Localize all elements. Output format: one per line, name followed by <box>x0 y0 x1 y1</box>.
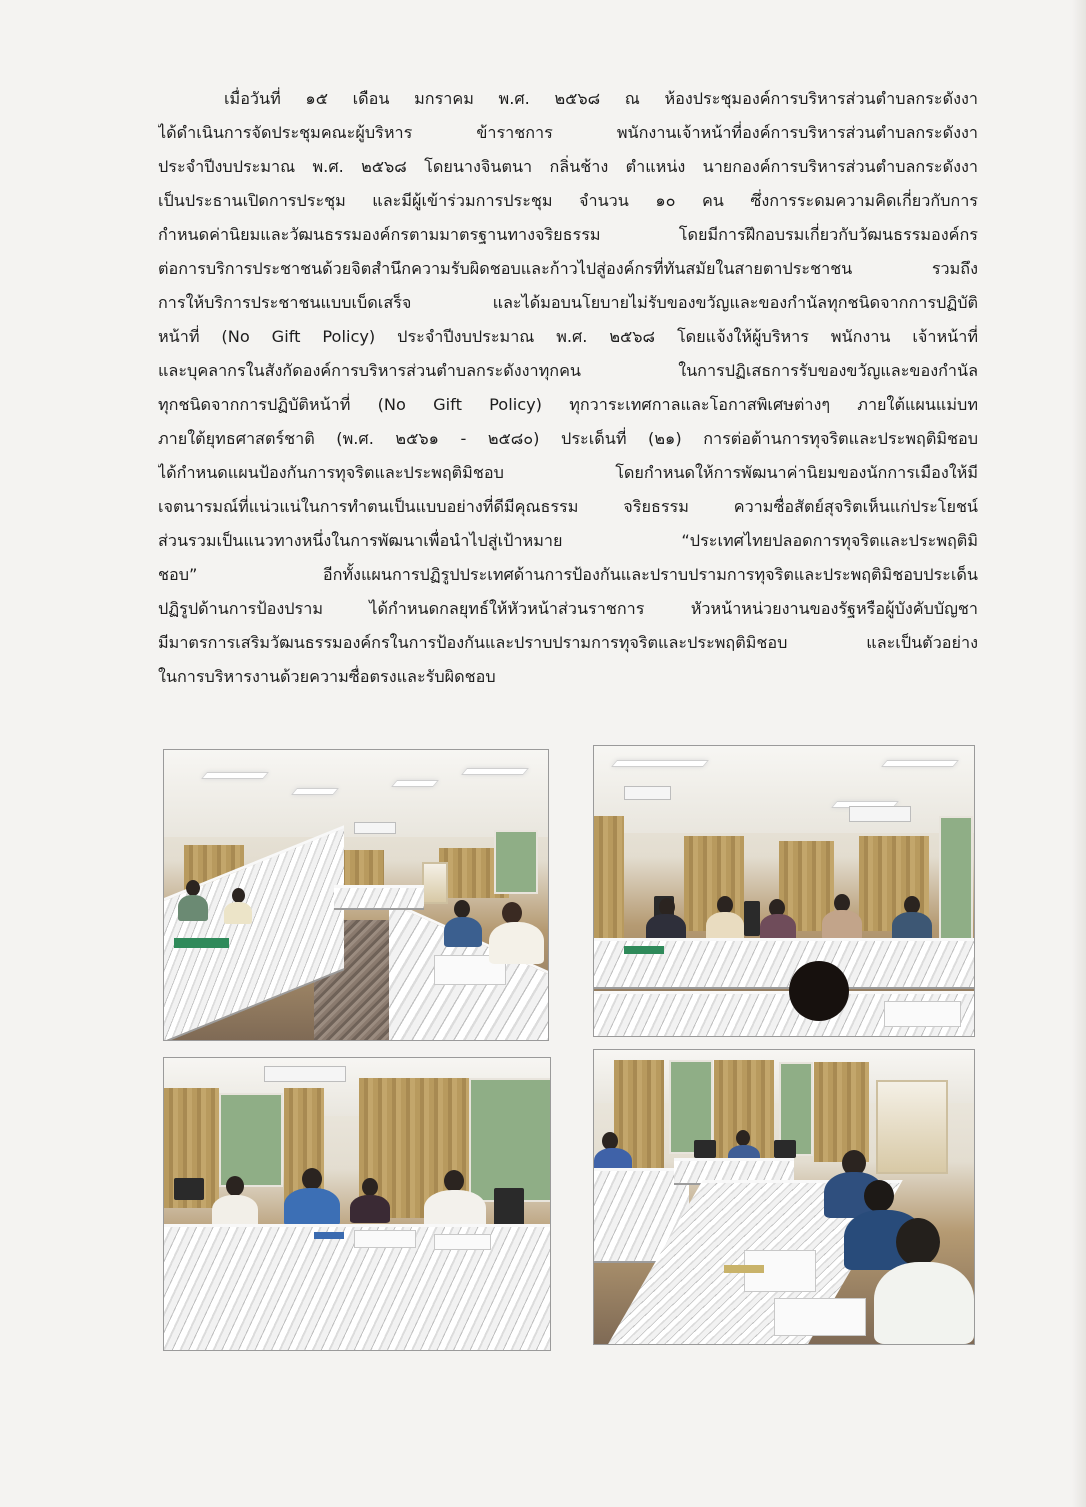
text-line: และบุคลากรในสังกัดองค์การบริหารส่วนตำบลกระดังงาทุกคน ในการปฏิเสธการรับของขวัญและของกำนัล <box>158 361 978 380</box>
text-line: กำหนดค่านิยมและวัฒนธรรมองค์กรตามมาตรฐานทางจริยธรรม โดยมีการฝึกอบรมเกี่ยวกับวัฒนธรรมองค์กร <box>158 225 978 244</box>
meeting-photo-4 <box>593 1049 975 1345</box>
page-edge-shadow <box>1072 0 1086 1507</box>
text-line: เจตนารมณ์ที่แน่วแน่ในการทำตนเป็นแบบอย่างที่ดีมีคุณธรรม จริยธรรม ความซื่อสัตย์สุจริตเห็นแก่ประโยชน์ <box>158 497 978 516</box>
text-line: มีมาตรการเสริมวัฒนธรรมองค์กรในการป้องกันและปราบปรามการทุจริตและประพฤติมิชอบ และเป็นตัวอย่าง <box>158 633 978 652</box>
text-line: การให้บริการประชาชนแบบเบ็ดเสร็จ และได้มอบนโยบายไม่รับของขวัญและของกำนัลทุกชนิดจากการปฏิบัติ <box>158 293 978 312</box>
text-line: ปฏิรูปด้านการป้องปราม ได้กำหนดกลยุทธ์ให้หัวหน้าส่วนราชการ หัวหน้าหน่วยงานของรัฐหรือผู้บังคับบัญชา <box>158 599 978 618</box>
text-line: ส่วนรวมเป็นแนวทางหนึ่งในการพัฒนาเพื่อนำไปสู่เป้าหมาย “ประเทศไทยปลอดการทุจริตและประพฤติมิ <box>158 531 978 550</box>
text-line: ในการบริหารงานด้วยความซื่อตรงและรับผิดชอบ <box>158 667 496 686</box>
text-line: ประจำปีงบประมาณ พ.ศ. ๒๕๖๘ โดยนางจินตนา กลิ่นช้าง ตำแหน่ง นายกองค์การบริหารส่วนตำบลกระดังงา <box>158 157 978 176</box>
text-line: ชอบ” อีกทั้งแผนการปฏิรูปประเทศด้านการป้องกันและปราบปรามการทุจริตและประพฤติมิชอบประเด็น <box>158 565 978 584</box>
text-line: ได้กำหนดแผนป้องกันการทุจริตและประพฤติมิชอบ โดยกำหนดให้การพัฒนาค่านิยมของนักการเมืองให้มี <box>158 463 978 482</box>
text-line: เมื่อวันที่ ๑๕ เดือน มกราคม พ.ศ. ๒๕๖๘ ณ ห้องประชุมองค์การบริหารส่วนตำบลกระดังงา <box>224 89 978 108</box>
meeting-photo-1 <box>163 749 549 1041</box>
text-line: ทุกชนิดจากการปฏิบัติหน้าที่ (No Gift Policy) ทุกวาระเทศกาลและโอกาสพิเศษต่างๆ ภายใต้แผนแม่บท <box>158 395 978 414</box>
meeting-photo-3 <box>163 1057 551 1351</box>
text-line: ภายใต้ยุทธศาสตร์ชาติ (พ.ศ. ๒๕๖๑ - ๒๕๘๐) ประเด็นที่ (๒๑) การต่อต้านการทุจริตและประพฤติมิชอบ <box>158 429 978 448</box>
text-line: หน้าที่ (No Gift Policy) ประจำปีงบประมาณ พ.ศ. ๒๕๖๘ โดยแจ้งให้ผู้บริหาร พนักงาน เจ้าหน้าที่ <box>158 327 978 346</box>
text-line: ได้ดำเนินการจัดประชุมคณะผู้บริหาร ข้าราชการ พนักงานเจ้าหน้าที่องค์การบริหารส่วนตำบลกระดังงา <box>158 123 978 142</box>
text-line: เป็นประธานเปิดการประชุม และมีผู้เข้าร่วมการประชุม จำนวน ๑๐ คน ซึ่งการระดมความคิดเกี่ยวกับการ <box>158 191 978 210</box>
meeting-photo-2 <box>593 745 975 1037</box>
text-line: ต่อการบริการประชาชนด้วยจิตสำนึกความรับผิดชอบและก้าวไปสู่องค์กรที่ทันสมัยในสายตาประชาชน รวมถึง <box>158 259 978 278</box>
report-body-text <box>158 82 978 694</box>
